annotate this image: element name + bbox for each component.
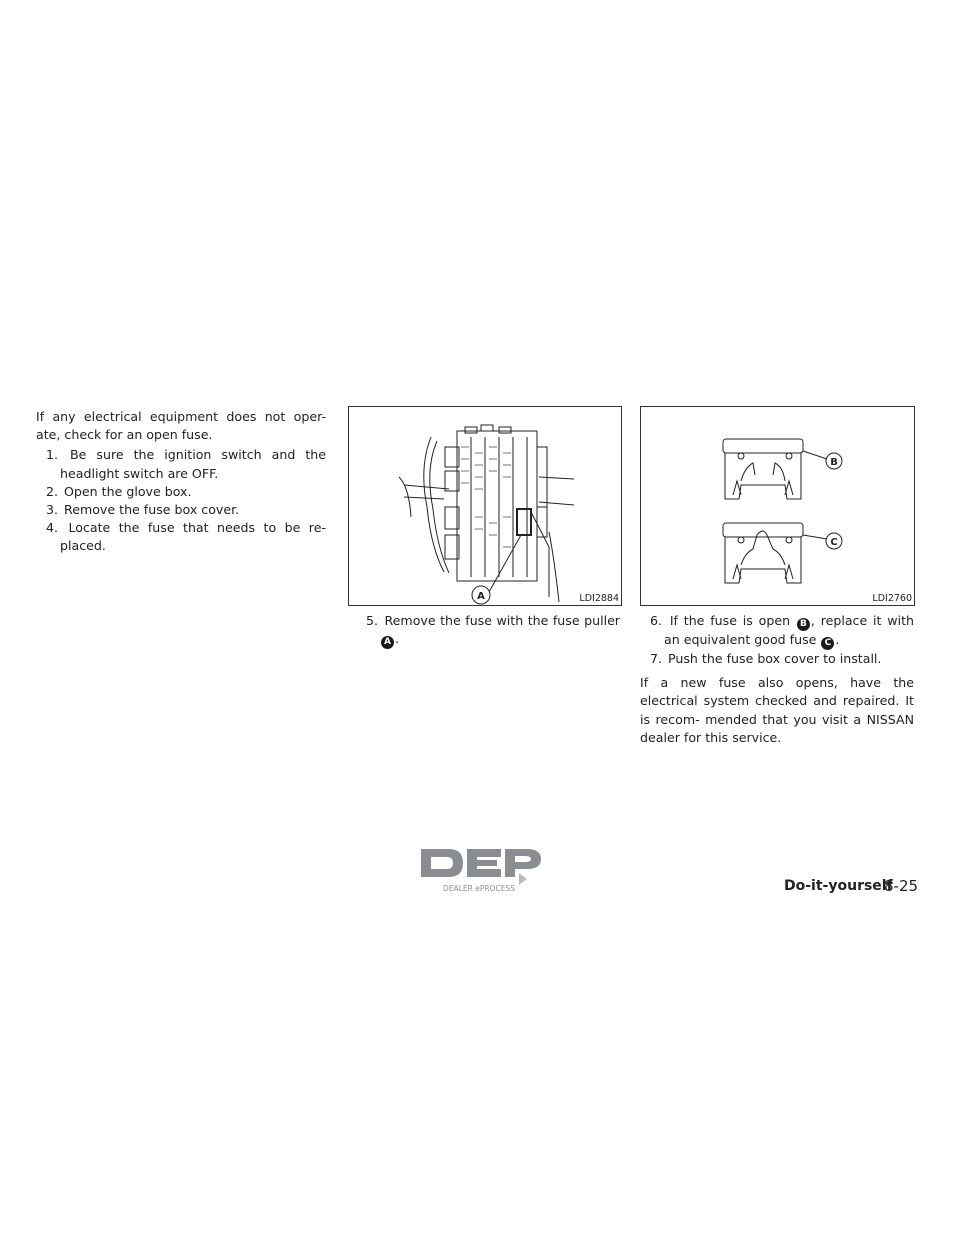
closing-paragraph: If a new fuse also opens, have the electrical system checked and repaired. It is recom- mended that you visit a NISSAN dealer for this service. bbox=[640, 675, 914, 745]
step-1 bbox=[36, 446, 326, 482]
step-3 bbox=[36, 501, 326, 519]
step-number: 7. bbox=[650, 651, 663, 666]
step-text-mid: , replace it with an equivalent good fuse bbox=[664, 613, 914, 647]
step-text-end: . bbox=[395, 631, 400, 647]
step-number: 5. bbox=[366, 613, 379, 628]
step-text: Push the fuse box cover to install. bbox=[668, 651, 882, 666]
step-number: 3. bbox=[46, 502, 59, 518]
blade-fuse-drawing bbox=[641, 407, 914, 605]
step-number: 4. bbox=[46, 520, 59, 536]
step-text: Be sure the ignition switch and the headlight switch are OFF. bbox=[60, 447, 326, 481]
left-column bbox=[36, 408, 326, 556]
step-text-end: . bbox=[835, 632, 840, 647]
callout-b: B bbox=[830, 457, 838, 468]
figure-code: LDI2884 bbox=[579, 593, 619, 604]
step-2 bbox=[36, 483, 326, 501]
step-6 bbox=[640, 612, 914, 650]
step-text: Remove the fuse with the fuse puller bbox=[384, 613, 620, 628]
section-title: Do-it-yourself bbox=[784, 878, 893, 894]
callout-c: C bbox=[830, 537, 838, 548]
middle-column bbox=[356, 612, 620, 649]
fuse-box-illustration bbox=[348, 406, 622, 606]
page-number: 8-25 bbox=[884, 877, 919, 895]
step-number: 1. bbox=[46, 447, 59, 463]
step-4 bbox=[36, 519, 326, 555]
figure-code: LDI2760 bbox=[872, 593, 912, 604]
step-text: Open the glove box. bbox=[64, 483, 192, 499]
step-7 bbox=[640, 650, 914, 668]
step-text: Remove the fuse box cover. bbox=[64, 502, 240, 518]
step-number: 6. bbox=[650, 613, 663, 628]
step-text: If the fuse is open bbox=[669, 613, 791, 628]
logo-subtitle: DEALER ePROCESS bbox=[443, 884, 515, 893]
callout-a: A bbox=[477, 591, 485, 602]
marker-c-icon: C bbox=[821, 637, 834, 650]
dealer-eprocess-logo bbox=[415, 845, 543, 897]
step-text: Locate the fuse that needs to be re- placed. bbox=[60, 520, 326, 554]
step-5 bbox=[356, 612, 620, 649]
marker-b-icon: B bbox=[797, 618, 810, 631]
intro-paragraph: If any electrical equipment does not oper- ate, check for an open fuse. bbox=[36, 409, 326, 443]
step-number: 2. bbox=[46, 483, 59, 499]
marker-a-icon: A bbox=[381, 636, 394, 649]
right-column bbox=[640, 612, 914, 747]
blade-fuse-illustration bbox=[640, 406, 915, 606]
fuse-box-drawing bbox=[349, 407, 621, 605]
